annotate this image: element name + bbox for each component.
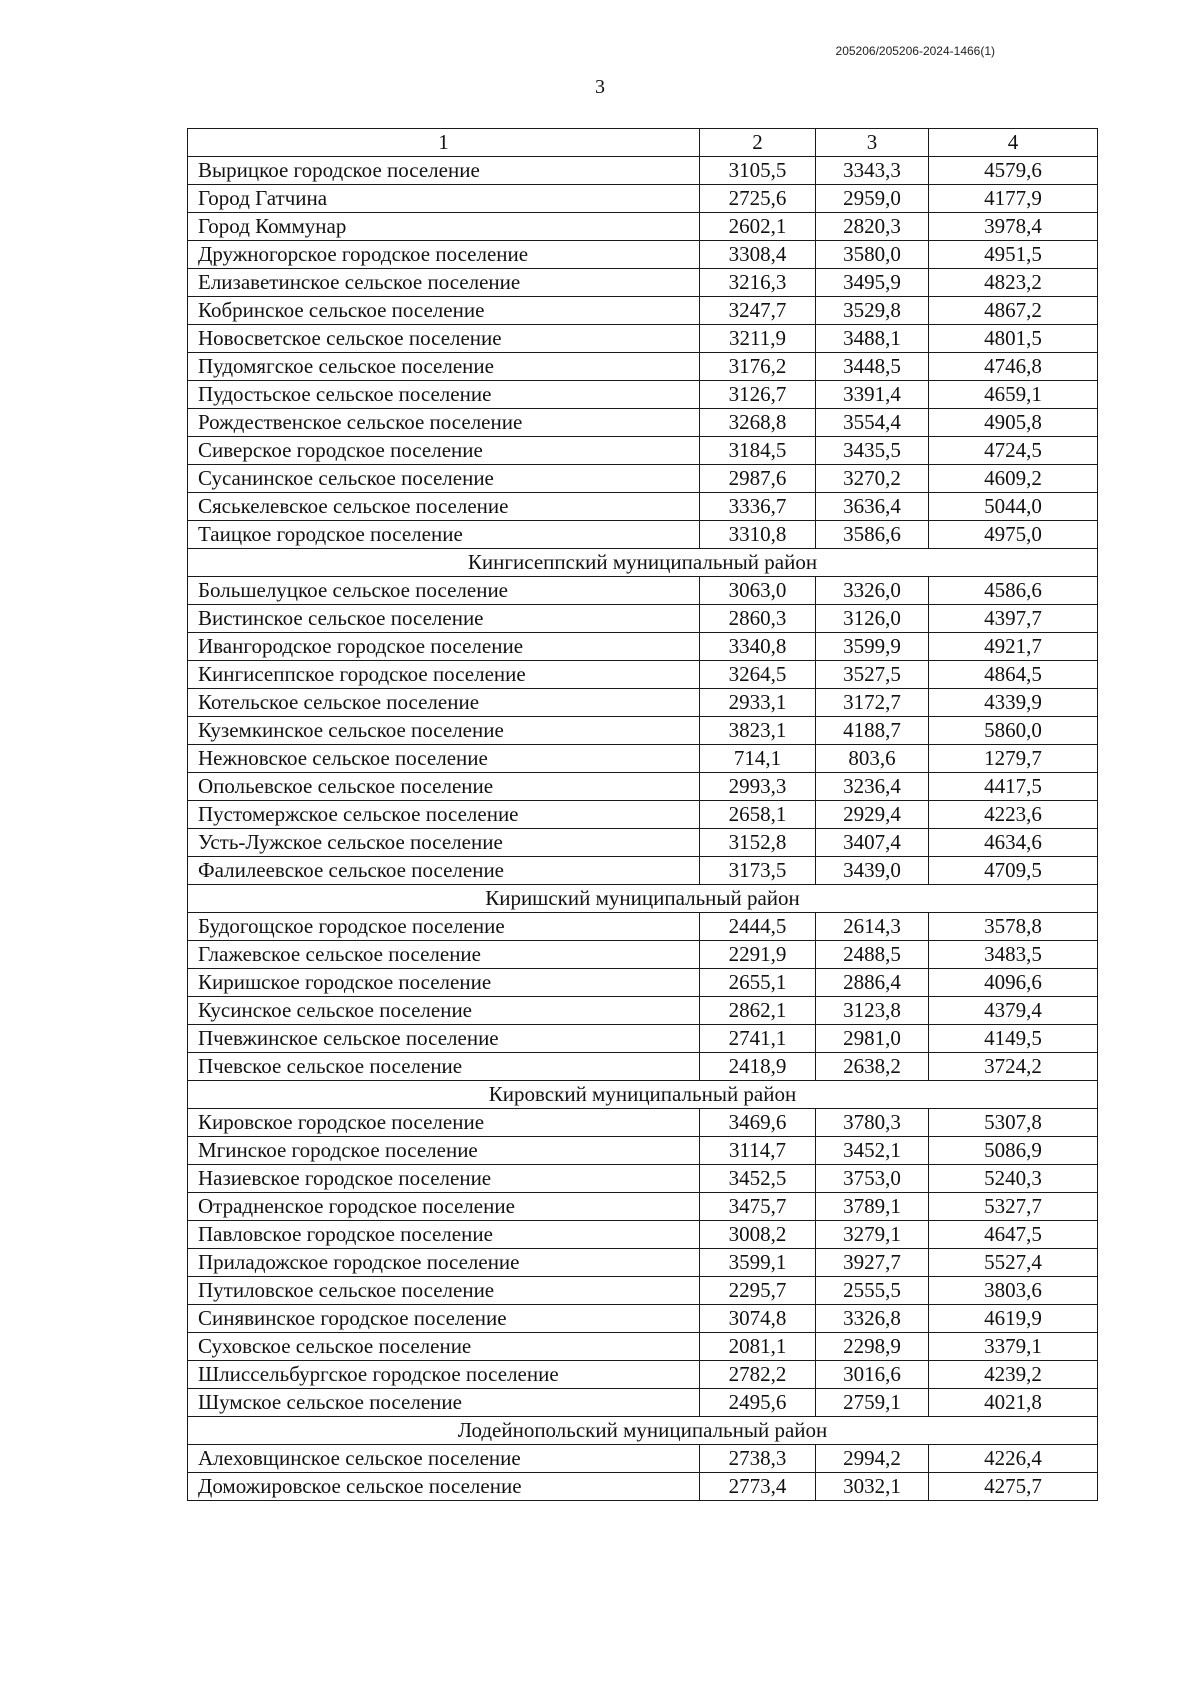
value-cell-col-3: 2820,3 <box>816 213 929 241</box>
value-cell-col-3: 3495,9 <box>816 269 929 297</box>
value-cell-col-2: 2933,1 <box>700 689 816 717</box>
district-header-row <box>188 1081 1098 1109</box>
value-cell-col-2: 3008,2 <box>700 1221 816 1249</box>
settlement-name-cell: Пудостьское сельское поселение <box>188 381 700 409</box>
value-cell-col-3: 2959,0 <box>816 185 929 213</box>
table-row <box>188 717 1098 745</box>
value-cell-col-2: 3340,8 <box>700 633 816 661</box>
table-row <box>188 661 1098 689</box>
value-cell-col-2: 3126,7 <box>700 381 816 409</box>
table-row <box>188 213 1098 241</box>
value-cell-col-3: 3435,5 <box>816 437 929 465</box>
value-cell-col-2: 3173,5 <box>700 857 816 885</box>
value-cell-col-4: 5307,8 <box>929 1109 1098 1137</box>
value-cell-col-3: 3789,1 <box>816 1193 929 1221</box>
value-cell-col-3: 3343,3 <box>816 157 929 185</box>
value-cell-col-2: 3268,8 <box>700 409 816 437</box>
document-id: 205206/205206-2024-1466(1) <box>835 44 995 58</box>
value-cell-col-3: 3527,5 <box>816 661 929 689</box>
value-cell-col-2: 2741,1 <box>700 1025 816 1053</box>
value-cell-col-4: 5044,0 <box>929 493 1098 521</box>
value-cell-col-3: 3123,8 <box>816 997 929 1025</box>
value-cell-col-3: 3016,6 <box>816 1361 929 1389</box>
value-cell-col-3: 3326,0 <box>816 577 929 605</box>
table-row <box>188 185 1098 213</box>
district-name: Кировский муниципальный район <box>188 1081 1098 1109</box>
value-cell-col-3: 3032,1 <box>816 1473 929 1501</box>
district-header-row <box>188 1417 1098 1445</box>
settlement-name-cell: Пустомержское сельское поселение <box>188 801 700 829</box>
value-cell-col-3: 3636,4 <box>816 493 929 521</box>
value-cell-col-3: 3529,8 <box>816 297 929 325</box>
settlement-name-cell: Доможировское сельское поселение <box>188 1473 700 1501</box>
value-cell-col-4: 4724,5 <box>929 437 1098 465</box>
settlement-name-cell: Большелуцкое сельское поселение <box>188 577 700 605</box>
value-cell-col-2: 3074,8 <box>700 1305 816 1333</box>
settlement-name-cell: Город Коммунар <box>188 213 700 241</box>
value-cell-col-4: 4021,8 <box>929 1389 1098 1417</box>
settlement-name-cell: Кобринское сельское поселение <box>188 297 700 325</box>
table-row <box>188 1389 1098 1417</box>
value-cell-col-4: 3578,8 <box>929 913 1098 941</box>
value-cell-col-3: 2886,4 <box>816 969 929 997</box>
table-row <box>188 1053 1098 1081</box>
value-cell-col-4: 4339,9 <box>929 689 1098 717</box>
settlement-name-cell: Синявинское городское поселение <box>188 1305 700 1333</box>
table-row <box>188 1165 1098 1193</box>
district-name: Лодейнопольский муниципальный район <box>188 1417 1098 1445</box>
value-cell-col-2: 2418,9 <box>700 1053 816 1081</box>
value-cell-col-4: 4239,2 <box>929 1361 1098 1389</box>
value-cell-col-2: 2295,7 <box>700 1277 816 1305</box>
value-cell-col-2: 3452,5 <box>700 1165 816 1193</box>
value-cell-col-3: 3172,7 <box>816 689 929 717</box>
settlement-name-cell: Алеховщинское сельское поселение <box>188 1445 700 1473</box>
table-row <box>188 1305 1098 1333</box>
table-row <box>188 997 1098 1025</box>
table-row <box>188 745 1098 773</box>
value-cell-col-3: 3326,8 <box>816 1305 929 1333</box>
column-header-4: 4 <box>929 129 1098 157</box>
value-cell-col-2: 2993,3 <box>700 773 816 801</box>
table-row <box>188 381 1098 409</box>
table-row <box>188 801 1098 829</box>
value-cell-col-2: 3184,5 <box>700 437 816 465</box>
value-cell-col-2: 2862,1 <box>700 997 816 1025</box>
value-cell-col-3: 3599,9 <box>816 633 929 661</box>
value-cell-col-4: 4647,5 <box>929 1221 1098 1249</box>
value-cell-col-3: 3586,6 <box>816 521 929 549</box>
value-cell-col-4: 4709,5 <box>929 857 1098 885</box>
value-cell-col-3: 3126,0 <box>816 605 929 633</box>
value-cell-col-3: 2614,3 <box>816 913 929 941</box>
value-cell-col-2: 3310,8 <box>700 521 816 549</box>
column-header-1: 1 <box>188 129 700 157</box>
value-cell-col-3: 2759,1 <box>816 1389 929 1417</box>
value-cell-col-4: 4586,6 <box>929 577 1098 605</box>
value-cell-col-2: 2738,3 <box>700 1445 816 1473</box>
settlement-name-cell: Суховское сельское поселение <box>188 1333 700 1361</box>
settlement-name-cell: Вистинское сельское поселение <box>188 605 700 633</box>
settlement-name-cell: Павловское городское поселение <box>188 1221 700 1249</box>
value-cell-col-2: 3475,7 <box>700 1193 816 1221</box>
value-cell-col-2: 2291,9 <box>700 941 816 969</box>
value-cell-col-4: 5860,0 <box>929 717 1098 745</box>
settlement-name-cell: Глажевское сельское поселение <box>188 941 700 969</box>
table-row <box>188 493 1098 521</box>
table-row <box>188 969 1098 997</box>
value-cell-col-3: 2298,9 <box>816 1333 929 1361</box>
value-cell-col-2: 3152,8 <box>700 829 816 857</box>
value-cell-col-3: 3407,4 <box>816 829 929 857</box>
value-cell-col-2: 2782,2 <box>700 1361 816 1389</box>
value-cell-col-4: 4905,8 <box>929 409 1098 437</box>
table-row <box>188 157 1098 185</box>
value-cell-col-4: 4226,4 <box>929 1445 1098 1473</box>
value-cell-col-4: 4801,5 <box>929 325 1098 353</box>
value-cell-col-3: 3236,4 <box>816 773 929 801</box>
value-cell-col-4: 4975,0 <box>929 521 1098 549</box>
value-cell-col-3: 4188,7 <box>816 717 929 745</box>
settlement-name-cell: Фалилеевское сельское поселение <box>188 857 700 885</box>
value-cell-col-3: 3279,1 <box>816 1221 929 1249</box>
value-cell-col-4: 3483,5 <box>929 941 1098 969</box>
value-cell-col-2: 2860,3 <box>700 605 816 633</box>
data-table <box>187 128 1098 1501</box>
value-cell-col-4: 1279,7 <box>929 745 1098 773</box>
settlement-name-cell: Усть-Лужское сельское поселение <box>188 829 700 857</box>
table-body <box>188 129 1098 1501</box>
district-header-row <box>188 549 1098 577</box>
settlement-name-cell: Отрадненское городское поселение <box>188 1193 700 1221</box>
table-row <box>188 1445 1098 1473</box>
value-cell-col-2: 3105,5 <box>700 157 816 185</box>
value-cell-col-4: 5327,7 <box>929 1193 1098 1221</box>
settlement-name-cell: Будогощское городское поселение <box>188 913 700 941</box>
table-row <box>188 1473 1098 1501</box>
value-cell-col-3: 2981,0 <box>816 1025 929 1053</box>
value-cell-col-4: 4096,6 <box>929 969 1098 997</box>
value-cell-col-2: 2725,6 <box>700 185 816 213</box>
value-cell-col-4: 5086,9 <box>929 1137 1098 1165</box>
table-row <box>188 1333 1098 1361</box>
value-cell-col-2: 3247,7 <box>700 297 816 325</box>
value-cell-col-2: 3823,1 <box>700 717 816 745</box>
settlement-name-cell: Город Гатчина <box>188 185 700 213</box>
value-cell-col-4: 4746,8 <box>929 353 1098 381</box>
settlement-name-cell: Вырицкое городское поселение <box>188 157 700 185</box>
table-row <box>188 353 1098 381</box>
settlement-name-cell: Рождественское сельское поселение <box>188 409 700 437</box>
table-row <box>188 465 1098 493</box>
table-row <box>188 857 1098 885</box>
value-cell-col-3: 3488,1 <box>816 325 929 353</box>
settlement-name-cell: Сусанинское сельское поселение <box>188 465 700 493</box>
value-cell-col-4: 4579,6 <box>929 157 1098 185</box>
value-cell-col-3: 3927,7 <box>816 1249 929 1277</box>
value-cell-col-3: 3448,5 <box>816 353 929 381</box>
table-row <box>188 1361 1098 1389</box>
value-cell-col-4: 4659,1 <box>929 381 1098 409</box>
value-cell-col-4: 4149,5 <box>929 1025 1098 1053</box>
value-cell-col-2: 3599,1 <box>700 1249 816 1277</box>
value-cell-col-2: 2081,1 <box>700 1333 816 1361</box>
settlement-name-cell: Котельское сельское поселение <box>188 689 700 717</box>
value-cell-col-3: 3439,0 <box>816 857 929 885</box>
value-cell-col-3: 3753,0 <box>816 1165 929 1193</box>
value-cell-col-2: 3469,6 <box>700 1109 816 1137</box>
value-cell-col-2: 2495,6 <box>700 1389 816 1417</box>
value-cell-col-2: 3114,7 <box>700 1137 816 1165</box>
value-cell-col-3: 3780,3 <box>816 1109 929 1137</box>
value-cell-col-4: 4864,5 <box>929 661 1098 689</box>
settlement-name-cell: Пчевжинское сельское поселение <box>188 1025 700 1053</box>
value-cell-col-2: 2773,4 <box>700 1473 816 1501</box>
value-cell-col-4: 5527,4 <box>929 1249 1098 1277</box>
value-cell-col-3: 2994,2 <box>816 1445 929 1473</box>
table-header-row <box>188 129 1098 157</box>
value-cell-col-4: 4397,7 <box>929 605 1098 633</box>
district-header-row <box>188 885 1098 913</box>
value-cell-col-4: 4177,9 <box>929 185 1098 213</box>
table-row <box>188 1249 1098 1277</box>
value-cell-col-4: 4951,5 <box>929 241 1098 269</box>
settlement-name-cell: Путиловское сельское поселение <box>188 1277 700 1305</box>
value-cell-col-4: 4275,7 <box>929 1473 1098 1501</box>
settlement-name-cell: Киришское городское поселение <box>188 969 700 997</box>
value-cell-col-2: 3308,4 <box>700 241 816 269</box>
value-cell-col-4: 4823,2 <box>929 269 1098 297</box>
value-cell-col-4: 3379,1 <box>929 1333 1098 1361</box>
value-cell-col-2: 3216,3 <box>700 269 816 297</box>
table-row <box>188 521 1098 549</box>
column-header-3: 3 <box>816 129 929 157</box>
page-number: 3 <box>595 76 605 98</box>
value-cell-col-4: 3803,6 <box>929 1277 1098 1305</box>
settlement-name-cell: Шумское сельское поселение <box>188 1389 700 1417</box>
value-cell-col-2: 2658,1 <box>700 801 816 829</box>
district-name: Кингисеппский муниципальный район <box>188 549 1098 577</box>
settlement-name-cell: Приладожское городское поселение <box>188 1249 700 1277</box>
table-row <box>188 829 1098 857</box>
settlement-name-cell: Назиевское городское поселение <box>188 1165 700 1193</box>
settlement-name-cell: Таицкое городское поселение <box>188 521 700 549</box>
settlement-name-cell: Кусинское сельское поселение <box>188 997 700 1025</box>
table-row <box>188 1193 1098 1221</box>
value-cell-col-3: 3452,1 <box>816 1137 929 1165</box>
value-cell-col-4: 4379,4 <box>929 997 1098 1025</box>
value-cell-col-4: 4867,2 <box>929 297 1098 325</box>
value-cell-col-4: 4417,5 <box>929 773 1098 801</box>
table-row <box>188 605 1098 633</box>
settlement-name-cell: Сяськелевское сельское поселение <box>188 493 700 521</box>
value-cell-col-4: 4619,9 <box>929 1305 1098 1333</box>
value-cell-col-2: 3336,7 <box>700 493 816 521</box>
settlement-name-cell: Нежновское сельское поселение <box>188 745 700 773</box>
value-cell-col-3: 2929,4 <box>816 801 929 829</box>
value-cell-col-4: 4609,2 <box>929 465 1098 493</box>
table-row <box>188 1025 1098 1053</box>
value-cell-col-3: 3554,4 <box>816 409 929 437</box>
value-cell-col-4: 4921,7 <box>929 633 1098 661</box>
value-cell-col-2: 2602,1 <box>700 213 816 241</box>
column-header-2: 2 <box>700 129 816 157</box>
table-row <box>188 409 1098 437</box>
value-cell-col-2: 3176,2 <box>700 353 816 381</box>
settlement-name-cell: Новосветское сельское поселение <box>188 325 700 353</box>
value-cell-col-3: 3580,0 <box>816 241 929 269</box>
settlement-name-cell: Кингисеппское городское поселение <box>188 661 700 689</box>
settlement-name-cell: Сиверское городское поселение <box>188 437 700 465</box>
settlement-name-cell: Шлиссельбургское городское поселение <box>188 1361 700 1389</box>
settlement-name-cell: Кировское городское поселение <box>188 1109 700 1137</box>
table-row <box>188 437 1098 465</box>
table-row <box>188 689 1098 717</box>
table-row <box>188 633 1098 661</box>
value-cell-col-3: 2555,5 <box>816 1277 929 1305</box>
value-cell-col-2: 3063,0 <box>700 577 816 605</box>
settlement-name-cell: Дружногорское городское поселение <box>188 241 700 269</box>
table-row <box>188 1277 1098 1305</box>
value-cell-col-3: 3270,2 <box>816 465 929 493</box>
value-cell-col-4: 3978,4 <box>929 213 1098 241</box>
settlement-name-cell: Куземкинское сельское поселение <box>188 717 700 745</box>
settlement-name-cell: Опольевское сельское поселение <box>188 773 700 801</box>
value-cell-col-3: 2638,2 <box>816 1053 929 1081</box>
value-cell-col-2: 3264,5 <box>700 661 816 689</box>
table-row <box>188 297 1098 325</box>
table-row <box>188 325 1098 353</box>
table-row <box>188 773 1098 801</box>
settlement-name-cell: Елизаветинское сельское поселение <box>188 269 700 297</box>
district-name: Киришский муниципальный район <box>188 885 1098 913</box>
value-cell-col-4: 5240,3 <box>929 1165 1098 1193</box>
value-cell-col-4: 3724,2 <box>929 1053 1098 1081</box>
table-row <box>188 1137 1098 1165</box>
value-cell-col-2: 2987,6 <box>700 465 816 493</box>
table-row <box>188 941 1098 969</box>
table-row <box>188 1221 1098 1249</box>
value-cell-col-2: 2655,1 <box>700 969 816 997</box>
value-cell-col-4: 4223,6 <box>929 801 1098 829</box>
table-row <box>188 241 1098 269</box>
value-cell-col-2: 2444,5 <box>700 913 816 941</box>
table-row <box>188 1109 1098 1137</box>
value-cell-col-3: 3391,4 <box>816 381 929 409</box>
value-cell-col-2: 3211,9 <box>700 325 816 353</box>
settlement-name-cell: Пчевское сельское поселение <box>188 1053 700 1081</box>
table-row <box>188 577 1098 605</box>
value-cell-col-3: 803,6 <box>816 745 929 773</box>
table-row <box>188 269 1098 297</box>
settlement-name-cell: Мгинское городское поселение <box>188 1137 700 1165</box>
value-cell-col-2: 714,1 <box>700 745 816 773</box>
settlement-name-cell: Ивангородское городское поселение <box>188 633 700 661</box>
settlement-name-cell: Пудомягское сельское поселение <box>188 353 700 381</box>
value-cell-col-4: 4634,6 <box>929 829 1098 857</box>
value-cell-col-3: 2488,5 <box>816 941 929 969</box>
table-row <box>188 913 1098 941</box>
